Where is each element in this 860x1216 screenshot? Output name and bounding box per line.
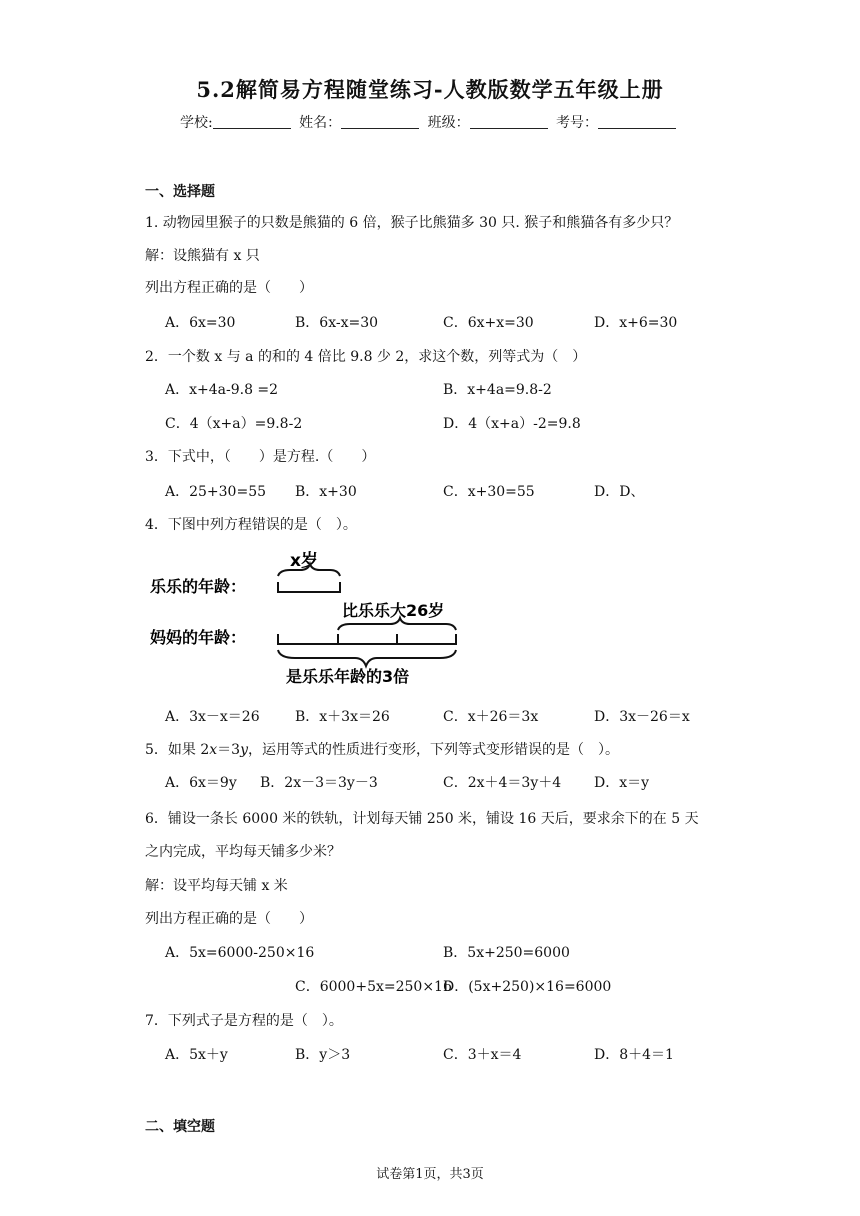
q2-option-a[interactable]: A．x+4a-9.8 =2 — [165, 382, 279, 398]
mom-age-label: 妈妈的年龄： — [150, 628, 247, 647]
q1-solution: 解：设熊猫有 x 只 — [145, 248, 260, 264]
times-brace — [278, 650, 456, 666]
x-age-label: x岁 — [290, 551, 318, 571]
class-label: 班级： — [427, 115, 470, 131]
q7-option-b[interactable]: B．y＞3 — [295, 1047, 351, 1063]
q4-stem: 4．下图中列方程错误的是（ ）。 — [145, 517, 357, 533]
q1-option-c[interactable]: C．6x+x=30 — [443, 315, 534, 331]
q1-option-d[interactable]: D．x+6=30 — [594, 315, 678, 331]
q5-option-b[interactable]: B．2x－3＝3y－3 — [260, 775, 378, 791]
q4-option-b[interactable]: B．x＋3x＝26 — [295, 709, 390, 725]
q6-option-d[interactable]: D．(5x+250)×16=6000 — [443, 979, 612, 995]
name-label: 姓名： — [299, 115, 342, 131]
q5-option-c[interactable]: C．2x＋4＝3y＋4 — [443, 775, 562, 791]
q5-option-d[interactable]: D．x＝y — [594, 775, 650, 791]
q3-option-d[interactable]: D．D、 — [594, 484, 645, 500]
q6-option-a[interactable]: A．5x=6000-250×16 — [165, 945, 315, 961]
student-info-line — [0, 112, 860, 132]
q2-option-c[interactable]: C．4（x+a）=9.8-2 — [165, 416, 303, 432]
q7-option-a[interactable]: A．5x＋y — [165, 1047, 228, 1063]
q6-stem-line2: 之内完成，平均每天铺多少米？ — [145, 844, 341, 860]
q1-stem: 1. 动物园里猴子的只数是熊猫的 6 倍，猴子比熊猫多 30 只. 猴子和熊猫各有多少只？ — [145, 215, 679, 231]
q7-option-d[interactable]: D．8＋4＝1 — [594, 1047, 674, 1063]
q3-option-c[interactable]: C．x+30=55 — [443, 484, 535, 500]
exam-no-label: 考号： — [556, 115, 599, 131]
q1-option-a[interactable]: A．6x=30 — [165, 315, 236, 331]
class-blank[interactable] — [470, 114, 548, 129]
older-label: 比乐乐大26岁 — [342, 601, 445, 620]
lele-age-label: 乐乐的年龄： — [150, 577, 247, 596]
q5-option-a[interactable]: A．6x＝9y — [165, 775, 237, 791]
page-footer: 试卷第1页，共3页 — [376, 1167, 484, 1182]
q2-option-d[interactable]: D．4（x+a）-2=9.8 — [443, 416, 581, 432]
age-bar-diagram — [150, 548, 480, 688]
q4-option-d[interactable]: D．3x－26＝x — [594, 709, 690, 725]
section-heading-fill: 二、填空题 — [145, 1119, 215, 1135]
page-title: 5.2解简易方程随堂练习-人教版数学五年级上册 — [196, 77, 664, 102]
school-blank[interactable] — [213, 114, 291, 129]
q3-option-b[interactable]: B．x+30 — [295, 484, 357, 500]
q5-stem: 5．如果 2x＝3y，运用等式的性质进行变形，下列等式变形错误的是（ ）。 — [145, 742, 620, 758]
q7-stem: 7．下列式子是方程的是（ ）。 — [145, 1013, 343, 1029]
q3-option-a[interactable]: A．25+30=55 — [165, 484, 267, 500]
q6-stem-line1: 6．铺设一条长 6000 米的铁轨，计划每天铺 250 米，铺设 16 天后，要求余下的在 5 天 — [145, 811, 699, 827]
q4-option-a[interactable]: A．3x－x＝26 — [165, 709, 260, 725]
q6-prompt: 列出方程正确的是（ ） — [145, 911, 313, 927]
q4-option-c[interactable]: C．x＋26＝3x — [443, 709, 539, 725]
q2-stem: 2．一个数 x 与 a 的和的 4 倍比 9.8 少 2，求这个数，列等式为（ ） — [145, 349, 587, 365]
times-label: 是乐乐年龄的3倍 — [286, 667, 410, 686]
section-heading-choice: 一、选择题 — [145, 184, 215, 200]
q7-option-c[interactable]: C．3＋x＝4 — [443, 1047, 522, 1063]
q3-stem: 3．下式中，（ ）是方程.（ ） — [145, 449, 376, 465]
q6-solution: 解：设平均每天铺 x 米 — [145, 878, 288, 894]
lele-segment — [278, 582, 340, 592]
name-blank[interactable] — [341, 114, 419, 129]
mom-segment — [278, 634, 456, 644]
q1-option-b[interactable]: B．6x-x=30 — [295, 315, 379, 331]
q6-option-c[interactable]: C．6000+5x=250×16 — [295, 979, 452, 995]
exam-no-blank[interactable] — [598, 114, 676, 129]
q2-option-b[interactable]: B．x+4a=9.8-2 — [443, 382, 552, 398]
q1-prompt: 列出方程正确的是（ ） — [145, 280, 313, 296]
q6-option-b[interactable]: B．5x+250=6000 — [443, 945, 570, 961]
school-label: 学校: — [179, 115, 213, 131]
